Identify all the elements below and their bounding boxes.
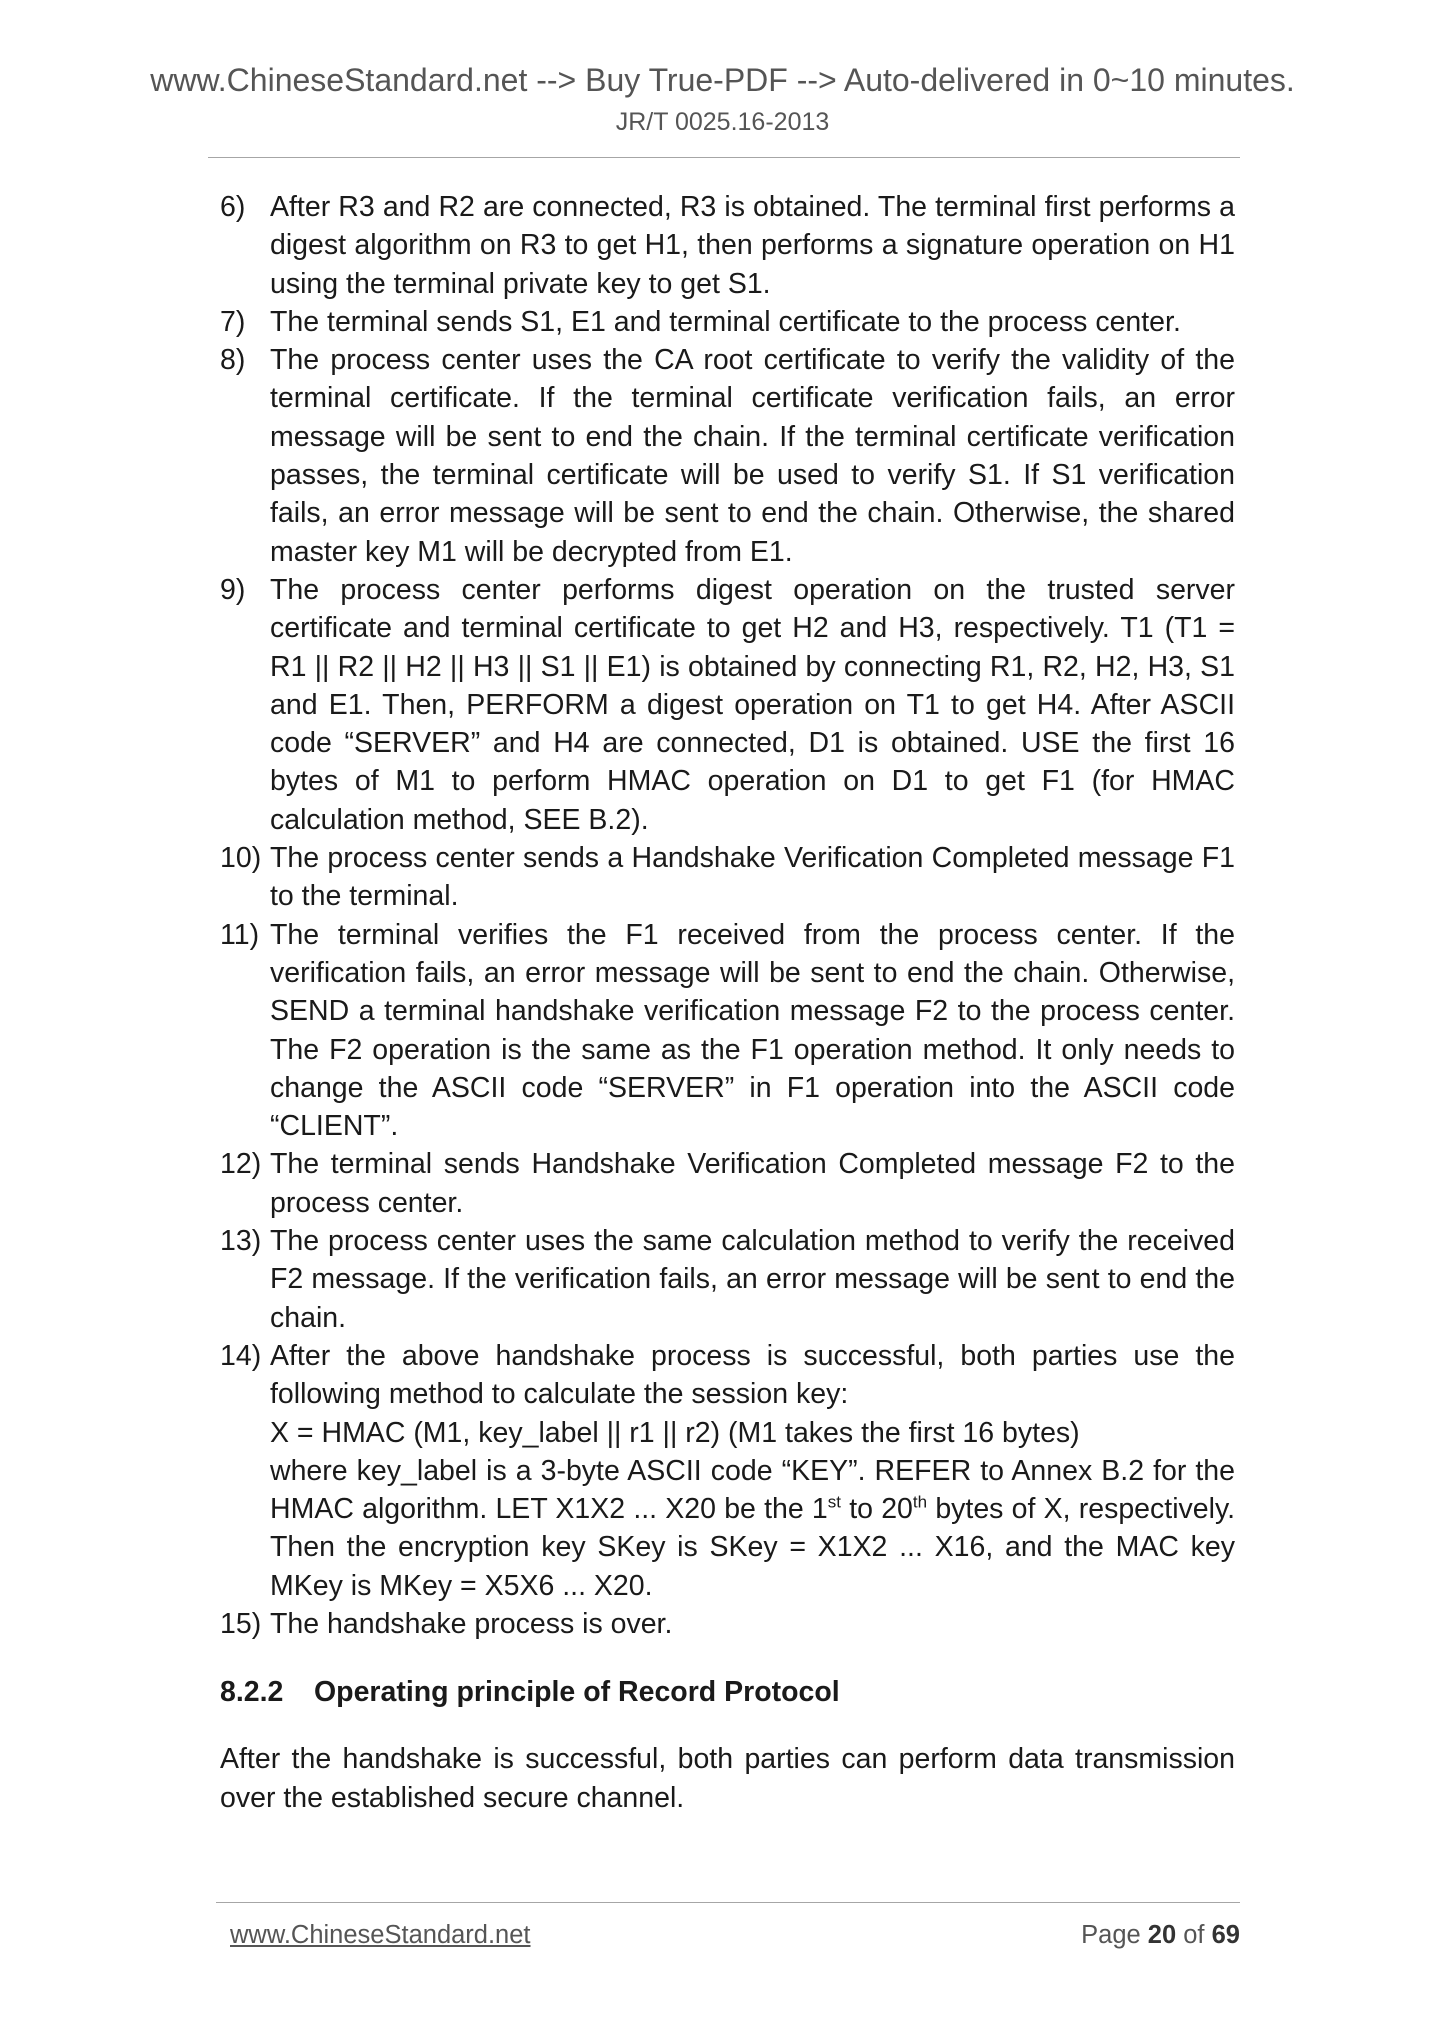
list-item [220,341,1235,571]
section-heading [220,1673,1235,1711]
detail-text-mid: to 20 [841,1493,913,1526]
page-total: 69 [1211,1921,1240,1949]
list-item-number: 11) [220,918,260,951]
list-item-number: 13) [220,1225,262,1258]
header-banner: www.ChineseStandard.net --> Buy True-PDF --> Auto-delivered in 0~10 minutes. [150,62,1295,98]
session-key-intro: After the above handshake process is successful, both parties use the following method to calculate the session key: [270,1339,1235,1411]
list-item [220,188,1235,303]
list-item-text: The terminal verifies the F1 received from the process center. If the verification fails, an error message will be sent to end the chain. Otherwise, SEND a terminal handshake verification message F2 to the process center. The F2 operation is the same as the F1 operation method. It only needs to change the ASCII code “SERVER” in F1 operation into the ASCII code “CLIENT”. [270,918,1235,1143]
section-number: 8.2.2 [220,1676,284,1709]
section-title: Operating principle of Record Protocol [314,1676,840,1709]
list-item-session-key [220,1337,1235,1605]
ordinal-suffix-th: th [912,1492,928,1512]
footer-website-link[interactable]: www.ChineseStandard.net [230,1921,531,1949]
page-of-label: of [1183,1921,1205,1949]
list-item-text: The process center uses the CA root certificate to verify the validity of the terminal certificate. If the terminal certificate verification fails, an error message will be sent to end the chain. If the terminal certificate verification passes, the terminal certificate will be used to verify S1. If S1 verification fails, an error message will be sent to end the chain. Otherwise, the shared master key M1 will be decrypted from E1. [270,344,1235,568]
list-item [220,303,1235,341]
page-content [220,188,1235,1817]
list-item [220,1222,1235,1337]
list-item-number: 8) [220,344,246,377]
hmac-formula: X = HMAC (M1, key_label || r1 || r2) (M1 takes the first 16 bytes) [270,1416,1080,1449]
list-item-text: The handshake process is over. [270,1607,673,1640]
list-item [220,571,1235,839]
list-item-number: 6) [220,191,246,223]
section-paragraph: After the handshake is successful, both parties can perform data transmission over the established secure channel. [220,1743,1235,1814]
list-item-text: The terminal sends S1, E1 and terminal certificate to the process center. [270,305,1181,338]
list-item-text: The terminal sends Handshake Verification Completed message F2 to the process center. [270,1148,1235,1219]
list-item-text: The process center performs digest operation on the trusted server certificate and terminal certificate to get H2 and H3, respectively. T1 (T1 = R1 || R2 || H2 || H3 || S1 || E1) is obtained by connecting R1, R2, H2, H3, S1 and E1. Then, PERFORM a digest operation on T1 to get H4. After ASCII code “SERVER” and H4 are connected, D1 is obtained. USE the first 16 bytes of M1 to perform HMAC operation on D1 to get F1 (for HMAC calculation method, SEE B.2). [270,573,1235,836]
list-item-number: 15) [220,1607,262,1640]
detail-text-start: where key_label is a 3-byte ASCII code “KEY”. REFER to Annex B.2 for the HMAC algorithm. LET X1X2 ... X20 be the 1 [270,1454,1235,1526]
list-item-text [270,1337,1235,1605]
page-number [1081,1918,1240,1952]
list-item [220,839,1235,916]
list-item-number: 7) [220,305,246,338]
list-item-number: 10) [220,842,262,875]
page-label: Page [1081,1921,1141,1949]
list-item-text: The process center sends a Handshake Verification Completed message F1 to the terminal. [270,842,1235,913]
page-current: 20 [1147,1921,1177,1949]
list-item [220,1145,1235,1222]
detail-text-end: bytes of X, respectively. Then the encryption key SKey is SKey = X1X2 ... X16, and the MAC key MKey is MKey = X5X6 ... X20. [270,1493,1236,1602]
list-item-number: 12) [220,1148,262,1181]
list-item-number: 9) [220,573,246,606]
session-key-detail [270,1452,1235,1605]
list-item [220,1605,1235,1643]
list-item-number: 14) [220,1339,262,1372]
header-divider [208,157,1240,158]
list-item-text: The process center uses the same calculation method to verify the received F2 message. If the verification fails, an error message will be sent to end the chain. [270,1225,1235,1334]
document-id: JR/T 0025.16-2013 [615,108,830,136]
footer-divider [216,1902,1240,1903]
list-item [220,916,1235,1146]
ordinal-suffix-st: st [827,1492,842,1512]
list-item-text: After R3 and R2 are connected, R3 is obtained. The terminal first performs a digest algorithm on R3 to get H1, then performs a signature operation on H1 using the terminal private key to get S1. [270,191,1235,300]
